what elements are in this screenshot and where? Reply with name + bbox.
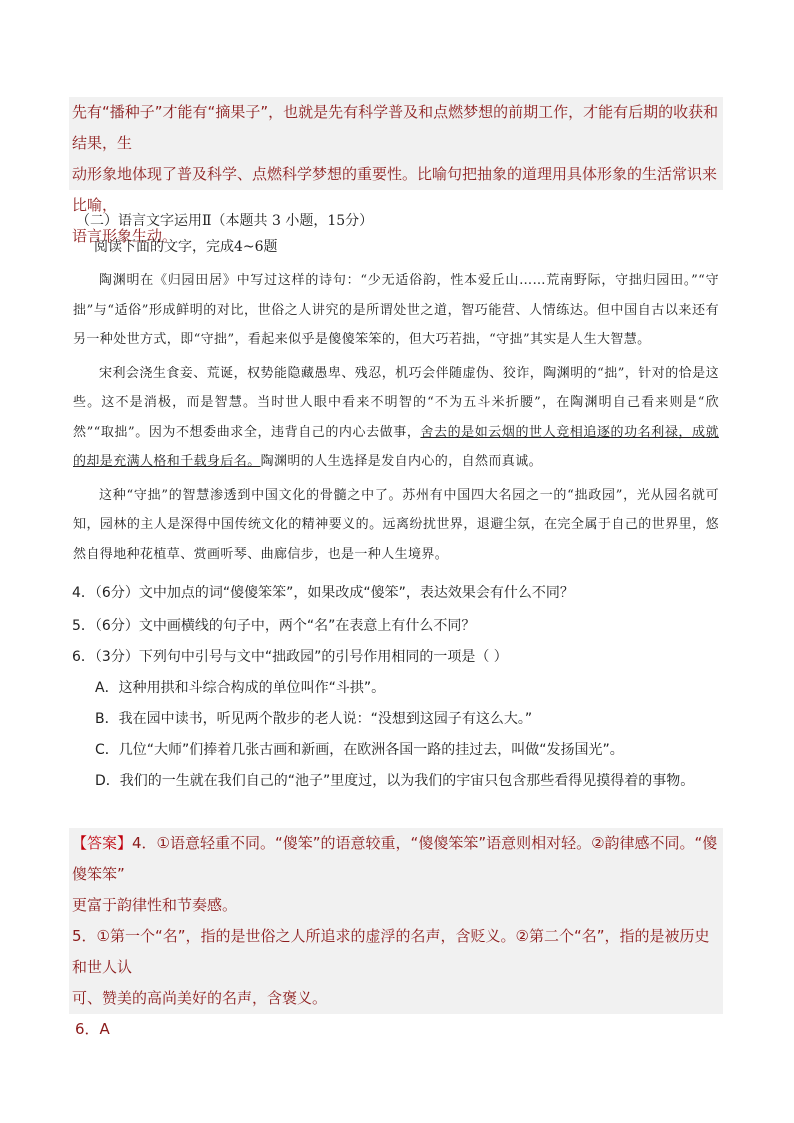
passage-line: 古以来还有另一种处世方式，即“守拙”，看起来似乎是傻傻笨笨的，但大巧若拙，“守拙”其实是人生大智慧。 [73,302,719,347]
answer-line: 动形象地体现了普及科学、点燃科学梦想的重要性。比喻句把抽象的道理用具体形象的生活常识来比喻， [72,165,718,214]
passage-line: 陶渊明的人生选择是发自内心的，自然而真诚。 [260,454,543,469]
reading-passage [73,266,719,569]
passage-paragraph-3 [73,481,719,570]
answer-line-4a [72,828,723,890]
answer-box-bottom [69,828,723,1038]
question-4: 4．（6分）文中加点的词“傻傻笨笨”，如果改成“傻笨”，表达效果会有什么不同？ [72,585,574,601]
section-instruction: 阅读下面的文字，完成4~6题 [94,239,278,255]
passage-line: 可知，园林的主人是深得中国传统文化的精神要义的。远离纷扰世界，退避尘氛，在完全属于自己的世界 [73,487,719,532]
passage-paragraph-1 [73,266,719,355]
underlined-part-1: 舍去的是如云烟的世人竞相追逐的功名利禄，成 [420,424,706,440]
passage-line: 然”“取拙”。因为不想委曲求全，违背自己的内心去做事， [73,424,421,440]
section-title: （二）语言文字运用Ⅱ（本题共 3 小题，15分） [76,213,374,229]
passage-line: 宋利会浇生食妾、荒诞，权势能隐藏愚卑、残忍，机巧会伴随虚伪、狡诈，陶渊明的“拙”，针对的恰 [99,365,693,381]
question-5: 5．（6分）文中画横线的句子中，两个“名”在表意上有什么不同？ [72,618,476,634]
option-a: A．这种用拱和斗综合构成的单位叫作“斗拱”。 [95,680,386,696]
answer-line-5a: 5．①第一个“名”，指的是世俗之人所追求的虚浮的名声，含贬义。②第二个“名”，指的是被历史和世人认 [72,927,710,976]
answer-line-6: 6．A [75,1020,110,1038]
answer-line-4b: 更富于韵律性和节奏感。 [72,896,238,914]
answer-line-5b: 可、赞美的高尚美好的名声，含褒义。 [72,989,328,1007]
passage-line: 田。”“守拙”与“适俗”形成鲜明的对比，世俗之人讲究的是所谓处世之道，智巧能营、人情练达。但中国自 [73,273,719,318]
answer-line: 先有“播种子”才能有“摘果子”，也就是先有科学普及和点燃梦想的前期工作，才能有后期的收获和结果，生 [72,103,719,152]
option-c: C．几位“大师”们捧着几张古画和新画，在欧洲各国一路的挂过去，叫做“发扬国光”。 [95,742,624,758]
answer-line: 语言形象生动。 [72,227,178,245]
answer-text: 4．①语意轻重不同。“傻笨”的语意较重，“傻傻笨笨”语意则相对轻。②韵律感不同。“傻傻笨笨” [72,834,718,883]
passage-line: 陶渊明在《归园田居》中写过这样的诗句：“少无适俗韵，性本爱丘山……荒南野际，守拙归园 [99,273,671,288]
passage-line: 里，悠然自得地种花植草、赏画听琴、曲廊信步，也是一种人生境界。 [73,517,719,562]
passage-line: 这种“守拙”的智慧渗透到中国文化的骨髓之中了。苏州有中国四大名园之一的“拙政园”，光从园名就 [99,487,706,503]
underlined-part-2: 就的却是充满人格和千载身后名。 [73,424,719,469]
answer-tag: 【答案】 [72,834,133,852]
option-b: B．我在园中读书，听见两个散步的老人说：“没想到这园子有这么大。” [95,711,533,727]
passage-paragraph-2 [73,359,719,477]
question-6: 6．（3分）下列句中引号与文中“拙政园”的引号作用相同的一项是（ ） [72,649,508,665]
passage-line: 是这些。这不是消极，而是智慧。当时世人眼中看来不明智的“不为五斗米折腰”，在陶渊明自己看来则是“欣 [73,365,719,410]
option-d: D．我们的一生就在我们自己的“池子”里度过，以为我们的宇宙只包含那些看得见摸得着的事物。 [95,773,695,789]
